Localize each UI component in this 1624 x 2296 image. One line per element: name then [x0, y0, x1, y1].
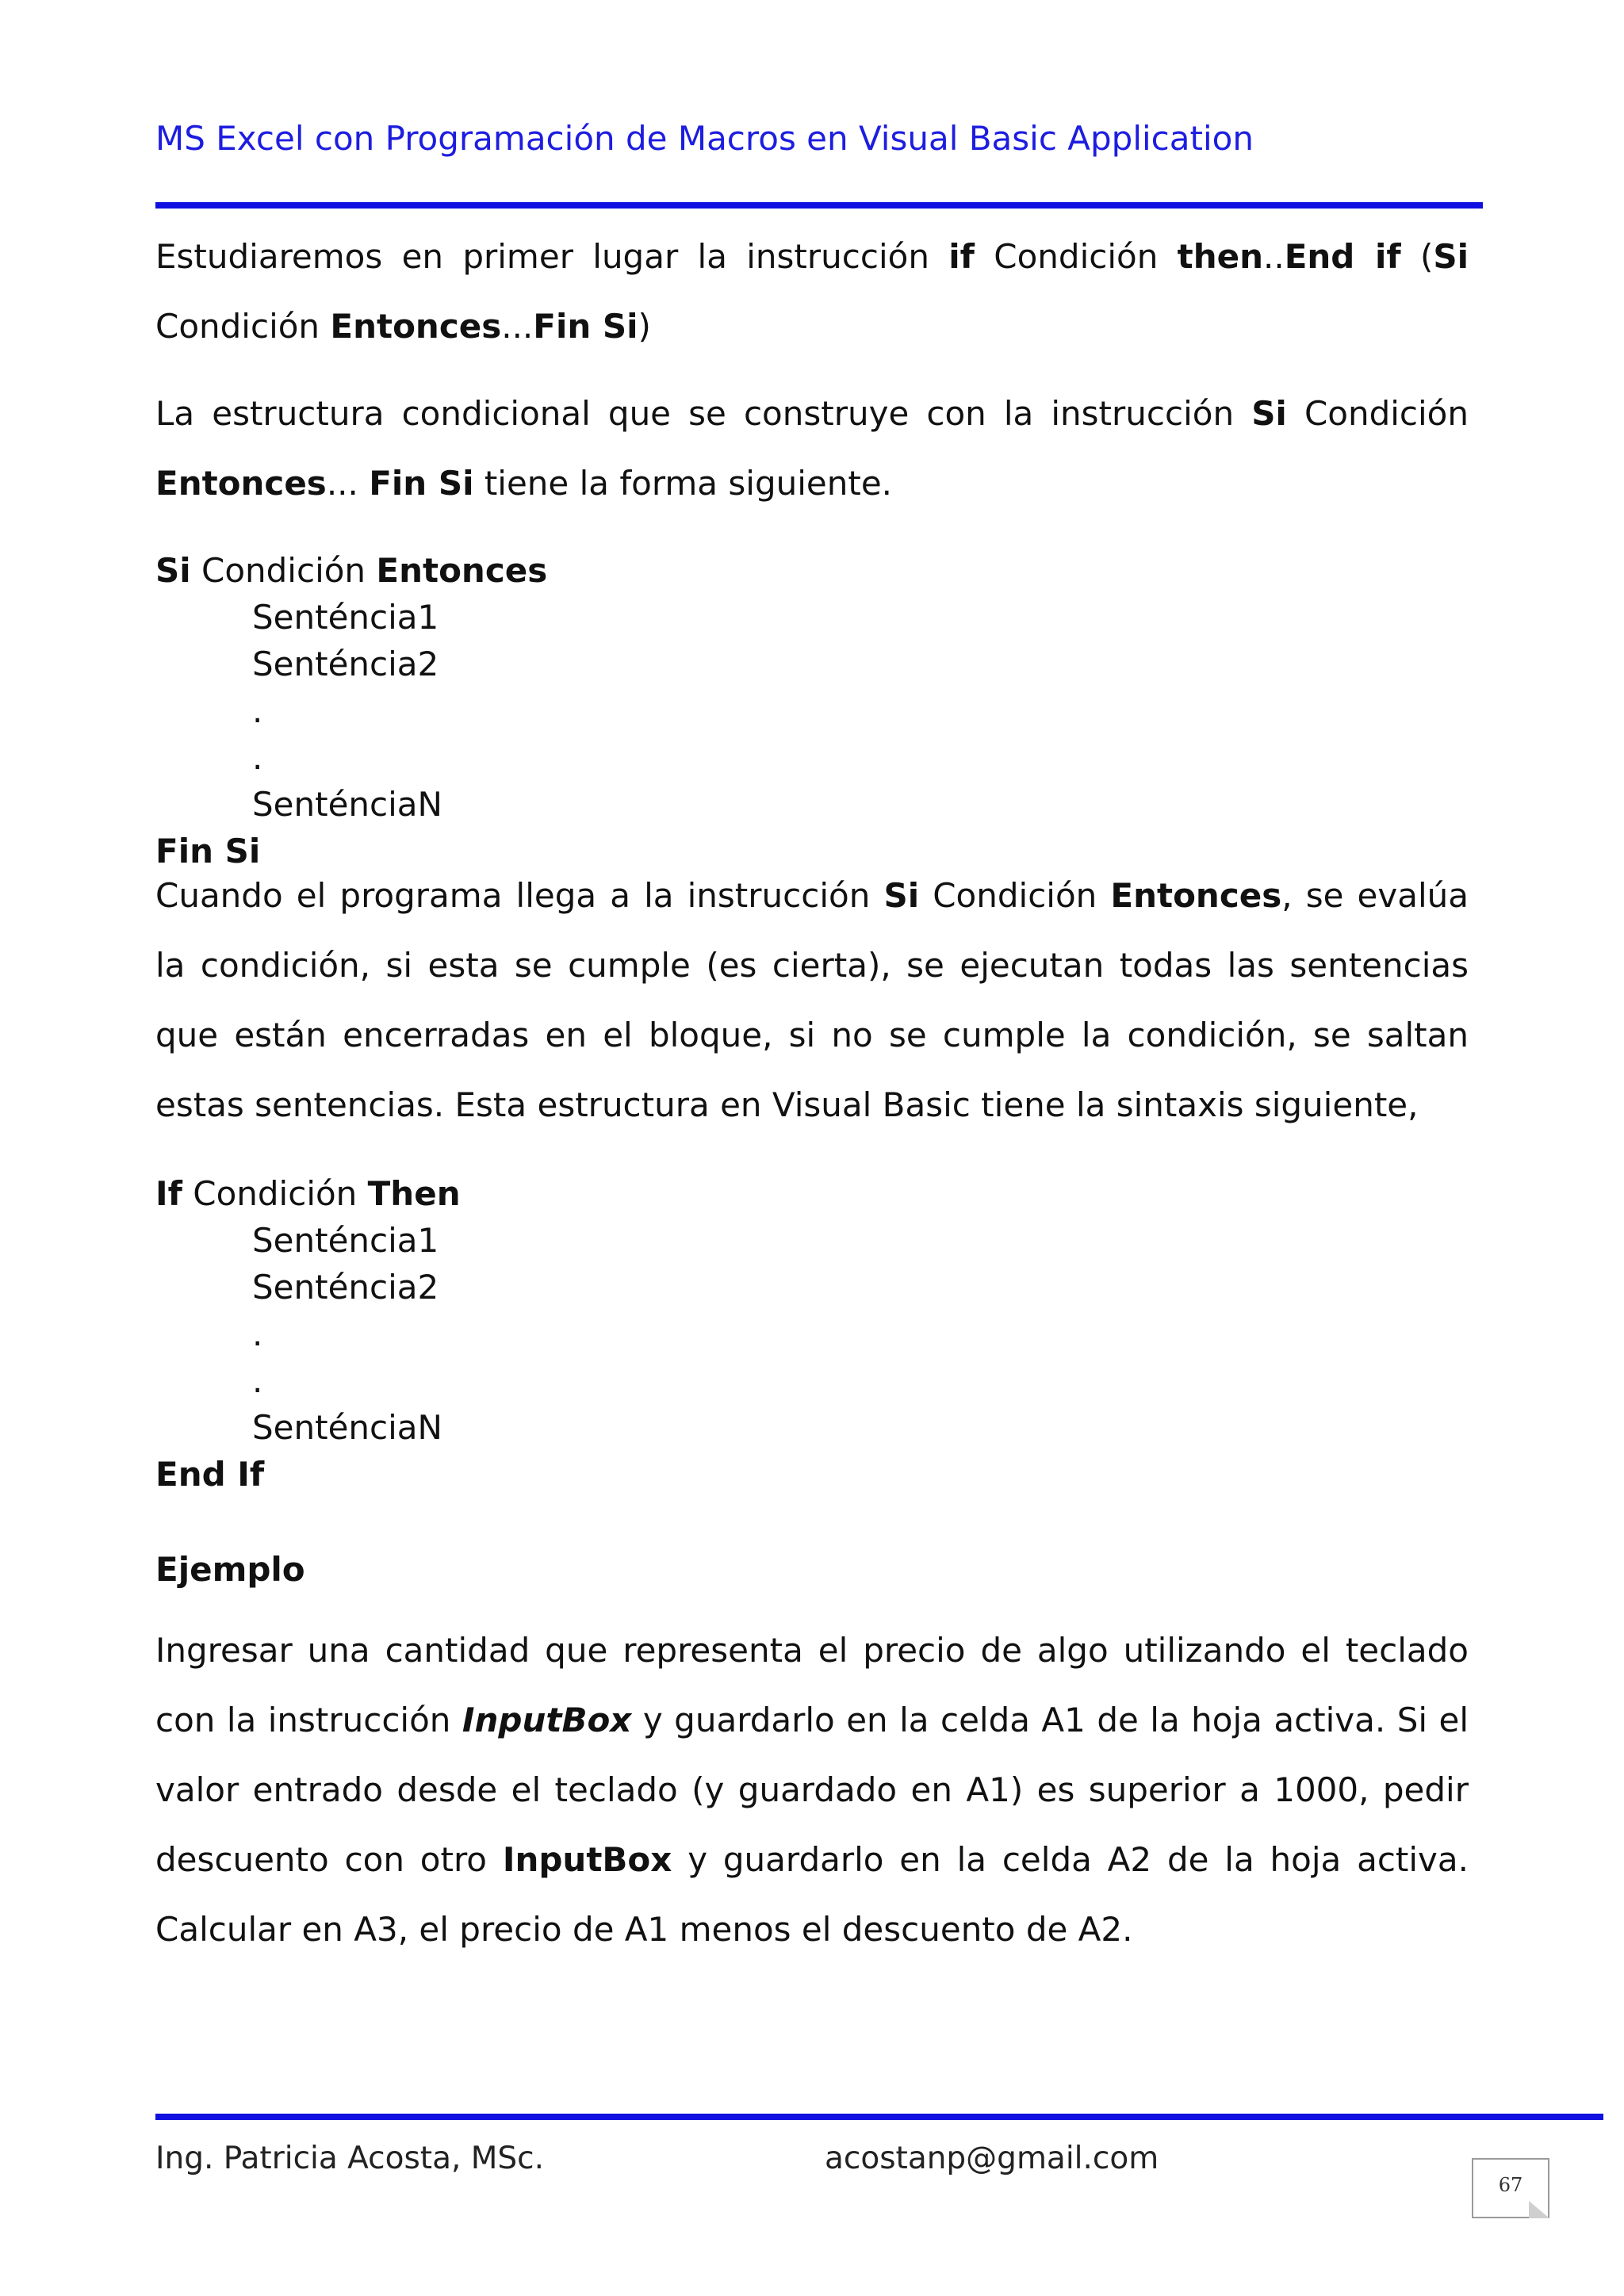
code-line-end: End If	[155, 1455, 265, 1494]
page-number-box	[1472, 2158, 1549, 2218]
footer-email: acostanp@gmail.com	[825, 2141, 1159, 2176]
code-block-si	[155, 547, 1469, 874]
code-line: Senténcia1	[252, 1221, 439, 1260]
code-line: SenténciaN	[252, 785, 442, 824]
paragraph-example: Ingresar una cantidad que representa el precio de algo utilizando el teclado con la instrucción InputBox y guardarlo en la celda A1 de la hoja activa. Si el valor entrado desde el teclado (y guardado en A1) es superior a 1000, pedir descuento con otro InputBox y guardarlo en la celda A2 de la hoja activa. Calcular en A3, el precio de A1 menos el descuento de A2.	[155, 1631, 1469, 1949]
code-line-start: Si Condición Entonces	[155, 551, 548, 590]
code-line-start: If Condición Then	[155, 1174, 461, 1213]
document-header-title: MS Excel con Programación de Macros en Visual Basic Application	[155, 119, 1254, 158]
paragraph-intro: Estudiaremos en primer lugar la instrucción if Condición then..End if (Si Condición Entonces...Fin Si)	[155, 237, 1469, 346]
page-curl-icon	[1529, 2201, 1549, 2218]
code-line: Senténcia2	[252, 645, 439, 683]
code-line: SenténciaN	[252, 1408, 442, 1447]
footer-author: Ing. Patricia Acosta, MSc.	[155, 2141, 545, 2176]
header-rule	[155, 202, 1483, 209]
code-line: Senténcia2	[252, 1268, 439, 1307]
code-line: .	[252, 1314, 263, 1353]
code-line: .	[252, 738, 263, 777]
paragraph-structure: La estructura condicional que se construye con la instrucción Si Condición Entonces... Fin Si tiene la forma siguiente.	[155, 394, 1469, 503]
code-block-if	[155, 1170, 1469, 1498]
paragraph-explanation: Cuando el programa llega a la instrucción Si Condición Entonces, se evalúa la condición, si esta se cumple (es cierta), se ejecutan todas las sentencias que están encerradas en el bloque, si no se cumple la condición, se saltan estas sentencias. Esta estructura en Visual Basic tiene la sintaxis siguiente,	[155, 876, 1469, 1124]
code-line: .	[252, 691, 263, 730]
code-line: .	[252, 1361, 263, 1400]
page-number: 67	[1498, 2174, 1523, 2196]
section-heading-ejemplo: Ejemplo	[155, 1550, 305, 1589]
code-line: Senténcia1	[252, 598, 439, 637]
code-line-end: Fin Si	[155, 832, 261, 871]
footer-rule	[155, 2114, 1603, 2120]
